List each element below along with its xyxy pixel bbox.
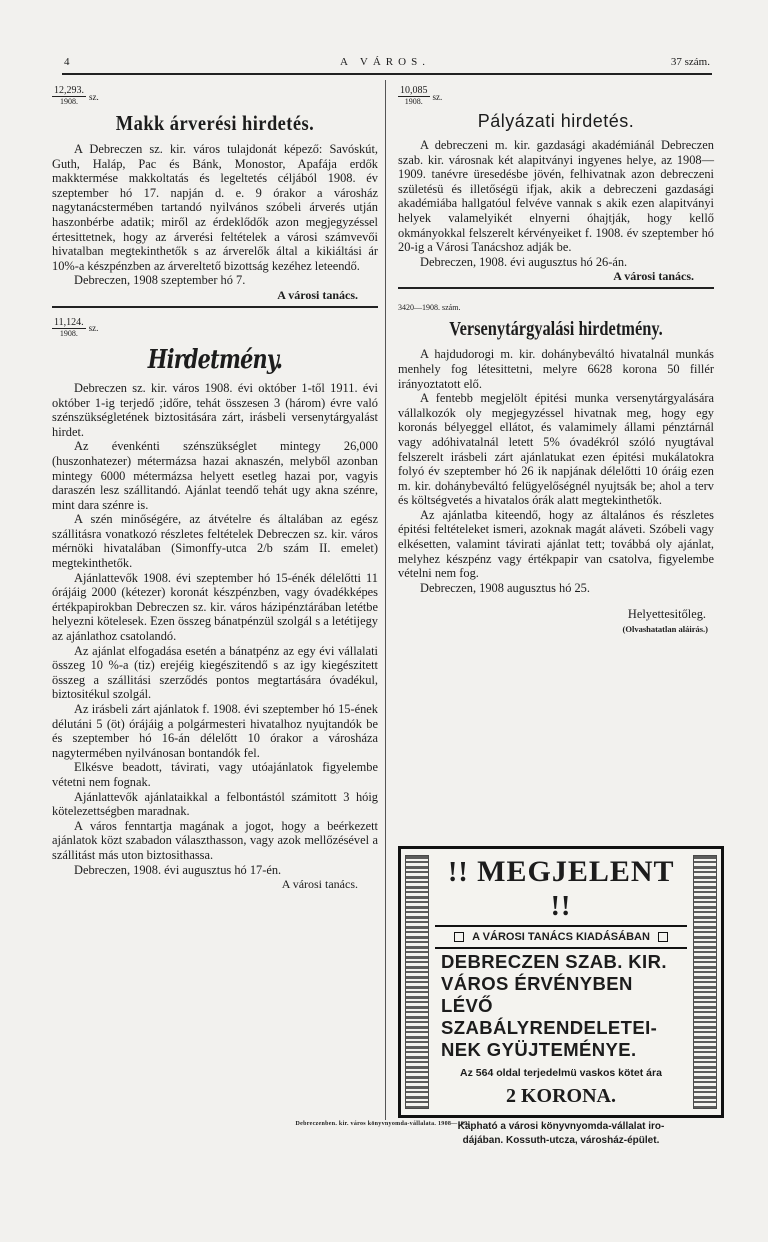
advert-description: Az 564 oldal terjedelmü vaskos kötet ára: [460, 1067, 662, 1079]
ref-sz: sz.: [432, 91, 443, 102]
scholarship-title: Pályázati hirdetés.: [477, 111, 635, 131]
coal-tender-signature: A városi tanács.: [281, 877, 358, 892]
square-bullet-icon: [454, 932, 464, 942]
signature-note: (Olvashatatlan aláirás.): [622, 624, 708, 635]
reference-number: [52, 86, 378, 107]
construction-tender-paragraph: A fentebb megjelölt épitési munka versenytárgyalására vállalkozók oly megjegyzéssel hivatnak meg, hogy egy koronás bélyeggel ellátot, és valamimely állami pénztárnál vagy adóhivatalnál letett 5% óvadékról szóló nyugtával felszerelt irásbeli zárt ajánlatukat ezen épitési mukálatokra folyó év szeptember hó 26 ik napjának délelőtti 10 óráig ezen m. kir. dohánybeváltó felügyelőségnél nyujtsák be; ahol a terv és költségvetés a hivatalos órák alatt megtekinthetők.: [398, 391, 714, 508]
publisher-text: A VÁROSI TANÁCS KIADÁSÁBAN: [472, 931, 650, 943]
ref-den: 1908.: [60, 97, 78, 106]
makk-auction-body: A Debreczen sz. kir. város tulajdonát képező: Savóskút, Guth, Haláp, Pac és Bánk, Monostor, Apafája erdők makktermése makkoltatás és legeltetés céljából 1908. év szeptember hó 17. napján d. e. 9 órakor a városház nagytanácstermében tartandó nyilvános szóbeli árverés utján haszonbérbe adatik; miről az érdeklődők azon megjegyzéssel értesittetnek, hogy az árverési feltételek a városi számvevői hivatalban megtekinthetők s az árverelők által a kikiáltási ár 10%-a készpénzben az árvereltető bizottság kezéhez leteendő.: [52, 142, 378, 273]
section-rule: [52, 306, 378, 308]
printer-footer: Debreczenben. kir. város könyvnyomda-vállalata. 1908—1691.: [295, 1121, 473, 1127]
coal-tender-paragraph: Az irásbeli zárt ajánlatok f. 1908. évi szeptember hó 15-ének délutáni 5 (öt) órájáig a polgármesteri hivatalhoz nyujtandók be és szeptember hó 16-án délelőtt 10 órakor a városháza nagytermében nyilvánosan bontandók fel.: [52, 702, 378, 760]
coal-tender-date: Debreczen, 1908. évi augusztus hó 17-én.: [74, 862, 282, 877]
ref-num: 12,293.: [54, 85, 84, 96]
ref-num: 10,085: [400, 85, 428, 96]
advert-rule: [435, 1116, 687, 1118]
ref-sz: sz.: [88, 323, 99, 334]
coal-tender-paragraph: A szén minőségére, az átvételre és általában az egész szállitásra vonatkozó részletes feltételek Debreczen sz. kir. város mérnöki hivatalában (Simonffy-utca 2/b szám II. emelet) megtekinthetők.: [52, 512, 378, 571]
square-bullet-icon: [658, 932, 668, 942]
section-rule: [398, 287, 714, 289]
exclaim-left: !!: [448, 857, 469, 888]
newspaper-title: A VÁROS.: [340, 56, 430, 68]
advert-rule: [435, 947, 687, 949]
advert-content: [435, 853, 687, 1146]
scholarship-signature: A városi tanács.: [613, 269, 694, 284]
advert-price: 2 KORONA.: [506, 1085, 616, 1107]
construction-tender-date: Debreczen, 1908 augusztus hó 25.: [420, 580, 590, 595]
makk-auction-title: Makk árverési hirdetés.: [115, 111, 315, 135]
coal-tender-paragraph: Debreczen sz. kir. város 1908. évi október 1-től 1911. évi október 1-ig terjedő ;időre, tehát összesen 3 (három) évre való szénszükségletének biztositására zárt, irásbeli versenytárgyalást hirdet.: [52, 380, 378, 439]
construction-tender-signature: Helyettesitőleg.: [627, 607, 706, 622]
ornamental-border-left: [405, 855, 429, 1109]
left-column: [52, 86, 378, 892]
exclaim-right: !!: [550, 891, 572, 922]
advert-headline: [435, 855, 687, 923]
ref-den: 1908.: [59, 328, 78, 338]
makk-auction-signature: A városi tanács.: [277, 287, 358, 302]
coal-tender-paragraph: Ajánlattevők 1908. évi szeptember hó 15-énék délelőtti 11 órájáig 2000 (kétezer) koronát készpénzben, vagy óvadékképes értékpapirokban Debreczen sz. kir. város házipénztárában letétbe helyezni kötelesek. Ezen összeg bánatpénzül szolgál s a letétijegy az ajánlathoz csatolandó.: [52, 570, 378, 644]
advert-book-title: [435, 951, 687, 1061]
advert-rule: [435, 925, 687, 927]
column-divider: [385, 80, 386, 1120]
availability-line: Kapható a városi könyvnyomda-vállalat iro-: [457, 1121, 665, 1132]
advert-publisher: [435, 931, 687, 943]
title-line: NEK GYÜJTEMÉNYE.: [441, 1039, 637, 1060]
coal-tender-title: Hirdetmény.: [147, 344, 283, 375]
ornamental-border-right: [693, 855, 717, 1109]
coal-tender-paragraph: Az évenkénti szénszükséglet mintegy 26,000 (huszonhatezer) métermázsa hazai aknaszén, melyből azonban mintegy 6000 métermázsa helyett esetleg hazai por, vagyis daraszén lesz szállitandó. Ajánlat teendő tehát ugy akna szénre, mint dara szénre is.: [52, 439, 378, 512]
construction-tender-title: Versenytárgyalási hirdetmény.: [449, 318, 663, 341]
reference-number: [52, 318, 378, 339]
headline-text: MEGJELENT: [477, 855, 674, 888]
title-line: DEBRECZEN SZAB. KIR.: [441, 951, 667, 972]
title-line: VÁROS ÉRVÉNYBEN LÉVŐ: [441, 973, 633, 1016]
reference-line: 3420—1908. szám.: [398, 303, 461, 313]
availability-line: dájában. Kossuth-utcza, városház-épület.: [462, 1135, 660, 1146]
coal-tender-paragraph: Az ajánlat elfogadása esetén a bánatpénz az egy évi vállalati összeg 10 %-a (tiz) erejéig kiegészitendő s az igy kiegészitett összeg a szállitási szerződés pontos megtartására óvadékul, biztositékul szolgál.: [52, 643, 378, 702]
reference-number: [398, 86, 714, 107]
page-number: 4: [64, 56, 70, 68]
coal-tender-paragraph: A város fenntartja magának a jogot, hogy a beérkezett ajánlatok közt szabadon választhasson, vagy azok mellőzésével a szállitást más uton biztosithassa.: [52, 818, 378, 862]
page-header: [60, 56, 710, 74]
issue-number: 37 szám.: [670, 56, 710, 68]
scholarship-body: A debreczeni m. kir. gazdasági akadémiánál Debreczen szab. kir. városnak két alapitványi ingyenes helye, az 1908—1909. tanévre üresedésbe jövén, felhivatnak azon debreczeni születésü és illetőségü ifjak, akik a debreczeni gazdasági akadémiába hallgatóul felvéve vannak s akik ezen alapitványi helyek valamelyikét elnyerni óhajtják, hogy kellő okmányokkal felszerelt kérvényeiket f. 1908. év szeptember hó 20-ig a Városi Tanácshoz adják be.: [398, 138, 714, 255]
header-rule: [62, 73, 712, 75]
ref-den: 1908.: [404, 97, 423, 106]
right-column: [398, 86, 714, 637]
construction-tender-paragraph: A hajdudorogi m. kir. dohánybeváltó hivatalnál munkás menhely fog létesittetni, melyre 6628 korona 50 fillér irányoztatott elő.: [398, 347, 714, 391]
title-line: SZABÁLYRENDELETEI-: [441, 1017, 658, 1038]
makk-auction-date: Debreczen, 1908 szeptember hó 7.: [74, 273, 246, 288]
construction-tender-paragraph: Az ajánlatba kiteendő, hogy az általános és részletes épitési feltételeket ismeri, azoknak magát aláveti. Szóbeli vagy elkésetten, valamint távirati ajánlat tett; továbbá oly ajánlat, melyhez készpénz vagy értékpapir van csatolva, figyelembe vételni nem fog.: [398, 507, 714, 581]
publication-advert: [398, 846, 724, 1146]
scholarship-date: Debreczen, 1908. évi augusztus hó 26-án.: [420, 254, 628, 269]
ref-num: 11,124.: [54, 316, 84, 328]
coal-tender-paragraph: Elkésve beadott, távirati, vagy utóajánlatok figyelembe vétetni nem fognak.: [52, 760, 378, 789]
ref-sz: sz.: [89, 91, 99, 102]
coal-tender-paragraph: Ajánlattevők ajánlataikkal a felbontástól számitott 3 hóig kötelezettségben maradnak.: [52, 789, 378, 819]
